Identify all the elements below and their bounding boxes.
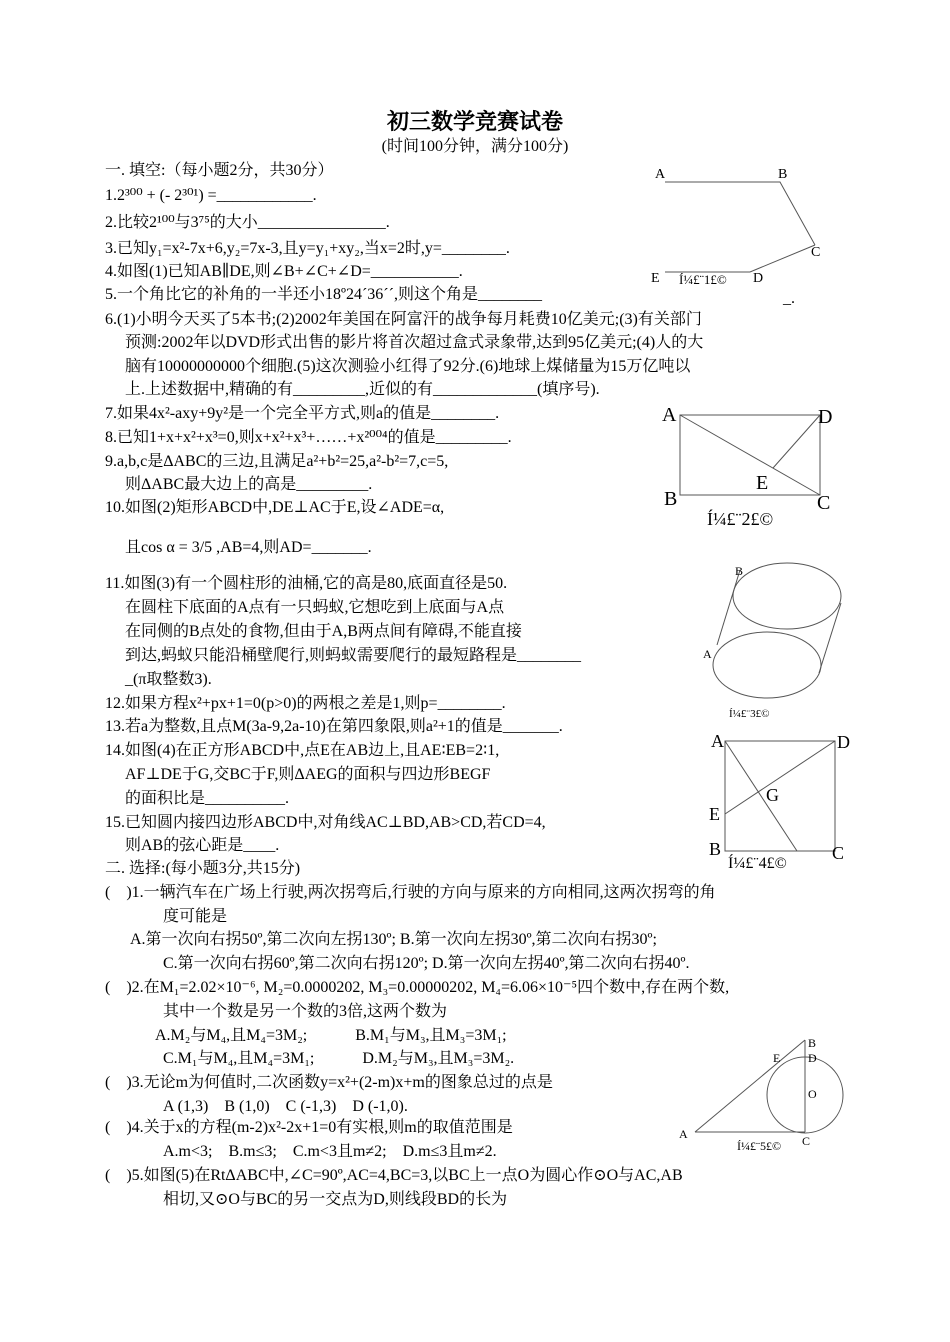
question-15-line-2: 则AB的弦心距是____.: [125, 837, 280, 854]
question-14-line-3: 的面积比是__________.: [125, 790, 290, 807]
exam-subtitle: (时间100分钟，满分100分): [381, 138, 569, 155]
fig2-label-a: A: [662, 404, 677, 426]
figure-2: [655, 400, 845, 530]
choice-1-line-1: ( )1.一辆汽车在广场上行驶,两次拐弯后,行驶的方向与原来的方向相同,这两次拐弯的角: [105, 884, 716, 901]
fig1-label-b: B: [778, 167, 788, 182]
figure-1: [645, 160, 835, 295]
choice-2-line-2: 其中一个数是另一个数的3倍,这两个数为: [163, 1003, 448, 1020]
figure-3: [695, 555, 845, 725]
question-3: 3.已知y₁=x²-7x+6,y₂=7x-3,且y=y₁+xy₂,当x=2时,y=________.: [105, 240, 510, 257]
question-11-line-4: 到达,蚂蚁只能沿桶壁爬行,则蚂蚁需要爬行的最短路程是________: [125, 647, 582, 664]
fig1-line-dc: [750, 245, 815, 272]
exam-title: 初三数学竞赛试卷: [386, 109, 563, 134]
question-1: 1.2³⁰⁰ + (- 2³⁰¹) =____________.: [105, 187, 317, 204]
choice-1-options-cd: C.第一次向右拐60º,第二次向右拐120º; D.第一次向左拐40º,第二次向右拐40º.: [163, 955, 690, 972]
choice-4-line-1: ( )4.关于x的方程(m-2)x²-2x+1=0有实根,则m的取值范围是: [105, 1119, 513, 1136]
choice-2-line-1: ( )2.在M₁=2.02×10⁻⁶, M₂=0.0000202, M₃=0.00000202, M₄=6.06×10⁻⁵四个数中,存在两个数,: [105, 979, 730, 996]
fig4-label-c: C: [832, 843, 845, 863]
question-6-line-4: 上.上述数据中,精确的有_________,近似的有_____________(填序号).: [125, 381, 600, 398]
question-6-line-1: 6.(1)小明今天买了5本书;(2)2002年美国在阿富汗的战争每月耗费10亿美元;(3)有关部门: [105, 311, 702, 328]
fig2-label-d: D: [818, 406, 833, 428]
question-2: 2.比较2¹⁰⁰与3⁷⁵的大小________________.: [105, 214, 390, 231]
fig4-caption: Í¼£¨4£©: [728, 855, 787, 872]
fig5-label-d: D: [808, 1051, 817, 1065]
fig2-label-b: B: [664, 488, 678, 510]
question-6-line-3: 脑有10000000000个细胞.(5)这次测验小红得了92分.(6)地球上煤储量为15万亿吨以: [125, 358, 691, 375]
question-12: 12.如果方程x²+px+1=0(p>0)的两根之差是1,则p=________.: [105, 695, 506, 712]
question-6-line-2: 预测:2002年以DVD形式出售的影片将首次超过盒式录象带,达到95亿美元;(4)人的大: [125, 334, 704, 351]
question-11-line-3: 在同侧的B点处的食物,但由于A,B两点间有障碍,不能直接: [125, 623, 522, 640]
question-11-line-1: 11.如图(3)有一个圆柱形的油桶,它的高是80,底面直径是50.: [105, 575, 508, 592]
fig3-top-ellipse: [733, 563, 841, 629]
fig1-lines: [665, 182, 815, 245]
choice-3-options: A (1,3) B (1,0) C (-1,3) D (-1,0).: [163, 1098, 408, 1115]
choice-1-options-ab: A.第一次向右拐50º,第二次向左拐130º; B.第一次向左拐30º,第二次向右拐30º;: [130, 931, 657, 948]
fig2-label-c: C: [817, 492, 831, 514]
fig3-side-right: [819, 603, 841, 673]
question-7: 7.如果4x²-axy+9y²是一个完全平方式,则a的值是________.: [105, 405, 500, 422]
fig3-bottom-ellipse: [713, 632, 821, 698]
choice-2-options-ab: A.M₂与M₄,且M₄=3M₂; B.M₁与M₃,且M₃=3M₁;: [155, 1027, 507, 1044]
choice-5-line-2: 相切,又⊙O与BC的另一交点为D,则线段BD的长为: [163, 1191, 508, 1208]
fig5-label-a: A: [679, 1127, 688, 1141]
question-5: 5.一个角比它的补角的一半还小18º24ˊ36ˊˊ,则这个角是________: [105, 286, 542, 303]
question-9-line-2: 则ΔABC最大边上的高是_________.: [125, 476, 373, 493]
choice-3-line-1: ( )3.无论m为何值时,二次函数y=x²+(2-m)x+m的图象总过的点是: [105, 1074, 553, 1091]
fig1-label-c: C: [811, 245, 821, 260]
fig5-label-o: O: [808, 1087, 817, 1101]
question-10-line-1: 10.如图(2)矩形ABCD中,DE⊥AC于E,设∠ADE=α,: [105, 499, 445, 516]
fig5-label-c: C: [802, 1134, 811, 1148]
choice-2-options-cd: C.M₁与M₄,且M₄=3M₁; D.M₂与M₃,且M₃=3M₂.: [163, 1050, 515, 1067]
figure-4: [700, 728, 860, 873]
fig1-label-a: A: [655, 167, 666, 182]
question-11-line-2: 在圆柱下底面的A点有一只蚂蚁,它想吃到上底面与A点: [125, 599, 505, 616]
question-9-line-1: 9.a,b,c是ΔABC的三边,且满足a²+b²=25,a²-b²=7,c=5,: [105, 453, 449, 470]
fig5-label-b: B: [808, 1036, 817, 1050]
question-10-line-2: 且cos α = 3/5 ,AB=4,则AD=_______.: [125, 539, 372, 556]
fig1-label-d: D: [753, 271, 764, 286]
question-8: 8.已知1+x+x²+x³=0,则x+x²+x³+……+x²⁰⁰⁴的值是_________.: [105, 429, 512, 446]
choice-4-options: A.m<3; B.m≤3; C.m<3且m≠2; D.m≤3且m≠2.: [163, 1143, 497, 1160]
question-11-line-5: _(π取整数3).: [125, 671, 212, 688]
fig3-caption: Í¼£¨3£©: [729, 708, 770, 720]
fig1-caption: Í¼£¨1£©: [679, 272, 727, 287]
fig4-line-de: [725, 741, 835, 814]
fig2-diagonal-ac: [680, 415, 820, 495]
fig4-label-a: A: [711, 731, 724, 751]
question-14-line-2: AF⊥DE于G,交BC于F,则ΔAEG的面积与四边形BEGF: [125, 766, 491, 783]
choice-1-line-2: 度可能是: [163, 908, 228, 925]
fig4-label-e: E: [709, 804, 720, 824]
fig3-label-a: A: [703, 647, 712, 661]
question-14-line-1: 14.如图(4)在正方形ABCD中,点E在AB边上,且AE∶EB=2∶1,: [105, 742, 500, 759]
section-1-heading: 一. 填空:（每小题2分，共30分）: [105, 162, 334, 179]
question-13: 13.若a为整数,且点M(3a-9,2a-10)在第四象限,则a²+1的值是_______.: [105, 718, 563, 735]
section-2-heading: 二. 选择:(每小题3分,共15分): [105, 860, 301, 877]
fig4-label-b: B: [709, 839, 722, 859]
fig5-side-ab: [695, 1040, 805, 1132]
question-15-line-1: 15.已知圆内接四边形ABCD中,对角线AC⊥BD,AB>CD,若CD=4,: [105, 814, 546, 831]
fig1-label-e: E: [651, 271, 660, 286]
fig4-line-af: [725, 741, 797, 851]
question-4: 4.如图(1)已知AB∥DE,则∠B+∠C+∠D=___________.: [105, 263, 463, 280]
fig2-caption: Í¼£¨2£©: [707, 509, 774, 529]
fig4-label-d: D: [837, 732, 850, 752]
figure-5: [675, 1035, 855, 1160]
fig4-label-g: G: [766, 785, 779, 805]
fig2-label-e: E: [756, 472, 769, 494]
choice-5-line-1: ( )5.如图(5)在RtΔABC中,∠C=90º,AC=4,BC=3,以BC上一点O为圆心作⊙O与AC,AB: [105, 1167, 683, 1184]
fig2-line-de: [773, 415, 820, 468]
fig5-label-e: E: [773, 1051, 781, 1065]
question-5-tail: _.: [783, 290, 795, 307]
fig4-square: [725, 741, 835, 851]
fig5-caption: Í¼£¨5£©: [737, 1139, 782, 1153]
fig3-label-b: B: [735, 564, 744, 578]
